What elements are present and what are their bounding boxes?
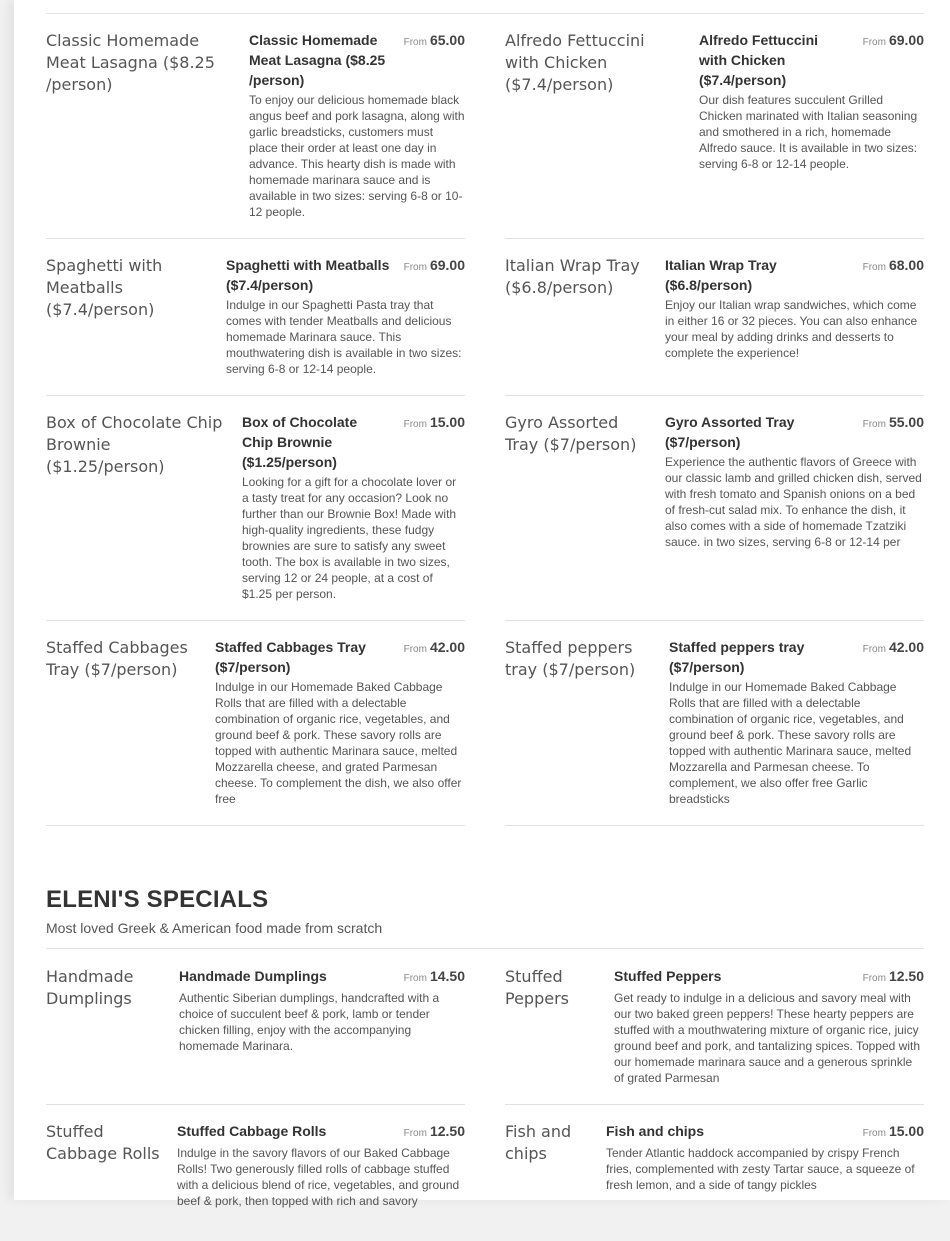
menu-item-title[interactable]: Staffed peppers tray ($7/person) xyxy=(669,639,805,675)
menu-item-image[interactable]: Stuffed Peppers xyxy=(505,967,569,1008)
menu-item-title[interactable]: Stuffed Peppers xyxy=(614,968,722,984)
menu-item-description: Indulge in our Homemade Baked Cabbage Rolls that are filled with a delectable combination of organic rice, vegetables, and ground beef & pork. These savory rolls are topped with authentic Marinara sauce, melted Mozzarella and Parmesan cheese. To complement, we also offer free Garlic breadsticks xyxy=(669,680,912,806)
menu-item-image[interactable]: Handmade Dumplings xyxy=(46,967,134,1008)
price-from-label: From xyxy=(862,973,886,984)
menu-item-description: Our dish features succulent Grilled Chicken marinated with Italian seasoning and smothered in a rich, homemade Alfredo sauce. It is available in two sizes: serving 6-8 or 12-14 people. xyxy=(699,93,918,171)
menu-item-description: Get ready to indulge in a delicious and savory meal with our two baked green peppers! These hearty peppers are stuffed with a mouthwatering mixture of organic rice, juicy ground beef and pork, and tantalizing spices. Topped with our homemade marinara sauce and a generous sprinkle of grated Parmesan xyxy=(614,991,920,1085)
menu-item-price: From 15.00 xyxy=(862,1123,924,1139)
specials-menu-grid xyxy=(46,0,924,1208)
menu-item-image[interactable]: Staffed Cabbages Tray ($7/person) xyxy=(46,638,188,679)
menu-item-title[interactable]: Staffed Cabbages Tray ($7/person) xyxy=(215,639,366,675)
price-from-label: From xyxy=(403,973,427,984)
menu-item-image[interactable]: Alfredo Fettuccini with Chicken ($7.4/person) xyxy=(505,31,645,94)
menu-item-price: From 55.00 xyxy=(862,414,924,430)
menu-item-description: Indulge in the savory flavors of our Baked Cabbage Rolls! Two generously filled rolls of cabbage stuffed with a delicious blend of rice, vegetables, and ground beef & pork, then topped with rich and savory xyxy=(177,1146,460,1208)
menu-item-image[interactable]: Italian Wrap Tray ($6.8/person) xyxy=(505,256,640,297)
menu-item-price: From 42.00 xyxy=(403,639,465,655)
menu-item-image[interactable]: Stuffed Cabbage Rolls xyxy=(46,1122,160,1163)
menu-item-title[interactable]: Handmade Dumplings xyxy=(179,968,327,984)
menu-item-description: Tender Atlantic haddock accompanied by crispy French fries, complemented with zesty Tartar sauce, a squeeze of fresh lemon, and a side of tangy pickles xyxy=(606,1146,915,1192)
menu-item[interactable] xyxy=(46,1121,465,1241)
menu-item-description: Experience the authentic flavors of Greece with our classic lamb and grilled chicken dish, served with fresh tomato and Spanish onions on a bed of fresh-cut salad mix. To enhance the dish, it also comes with a side of homemade Tzatziki sauce. in two sizes, serving 6-8 or 12-14 per xyxy=(665,455,922,549)
section-subtitle: Most loved Greek & American food made from scratch xyxy=(46,920,383,936)
menu-item[interactable] xyxy=(505,1121,924,1241)
price-from-label: From xyxy=(862,1128,886,1139)
menu-item[interactable] xyxy=(505,966,924,1105)
price-from-label: From xyxy=(862,37,886,48)
menu-item-price: From 12.50 xyxy=(403,1123,465,1139)
menu-item-image[interactable]: Spaghetti with Meatballs ($7.4/person) xyxy=(46,256,163,319)
section-title: ELENI'S SPECIALS xyxy=(46,886,269,913)
price-from-label: From xyxy=(403,644,427,655)
menu-item-image[interactable]: Fish and chips xyxy=(505,1122,572,1163)
menu-item-price: From 65.00 xyxy=(403,32,465,48)
menu-item-title[interactable]: Classic Homemade Meat Lasagna ($8.25 /person) xyxy=(249,32,386,88)
menu-item-price: From 14.50 xyxy=(403,968,465,984)
price-from-label: From xyxy=(862,644,886,655)
menu-item-description: Looking for a gift for a chocolate lover or a tasty treat for any occasion? Look no further than our Brownie Box! Made with high-quality ingredients, these fudgy brownies are sure to satisfy any sweet tooth. The box is available in two sizes, serving 12 or 24 people, at a cost of $1.25 per person. xyxy=(242,475,457,601)
menu-page xyxy=(14,0,950,1208)
price-from-label: From xyxy=(403,1128,427,1139)
menu-item-title[interactable]: Box of Chocolate Chip Brownie ($1.25/person) xyxy=(242,414,358,470)
menu-item[interactable] xyxy=(46,966,465,1105)
menu-item-price: From 68.00 xyxy=(862,257,924,273)
menu-item-title[interactable]: Fish and chips xyxy=(606,1123,705,1139)
menu-item-description: Indulge in our Spaghetti Pasta tray that comes with tender Meatballs and delicious homemade Marinara sauce. This mouthwatering dish is available in two sizes: serving 6-8 or 12-14 people. xyxy=(226,298,462,376)
menu-item-price: From 69.00 xyxy=(403,257,465,273)
menu-item-image[interactable]: Staffed peppers tray ($7/person) xyxy=(505,638,636,679)
menu-item-title[interactable]: Stuffed Cabbage Rolls xyxy=(177,1123,327,1139)
menu-item-image[interactable]: Gyro Assorted Tray ($7/person) xyxy=(505,413,637,454)
menu-item-description: To enjoy our delicious homemade black angus beef and pork lasagna, along with garlic breadsticks, customers must place their order at least one day in advance. This hearty dish is made with homemade marinara sauce and is available in two sizes: serving 6-8 or 10-12 people. xyxy=(249,93,465,219)
menu-item-image[interactable]: Box of Chocolate Chip Brownie ($1.25/person) xyxy=(46,413,223,476)
menu-item-price: From 12.50 xyxy=(862,968,924,984)
menu-item-description: Enjoy our Italian wrap sandwiches, which come in either 16 or 32 pieces. You can also enhance your meal by adding drinks and desserts to complete the experience! xyxy=(665,298,918,360)
menu-item-price: From 42.00 xyxy=(862,639,924,655)
menu-item-description: Authentic Siberian dumplings, handcrafted with a choice of succulent beef & pork, lamb or tender chicken filling, enjoy with the accompanying homemade Marinara. xyxy=(179,991,440,1053)
menu-item-title[interactable]: Italian Wrap Tray ($6.8/person) xyxy=(665,257,777,293)
menu-item-price: From 15.00 xyxy=(403,414,465,430)
price-from-label: From xyxy=(862,419,886,430)
price-from-label: From xyxy=(403,419,427,430)
menu-item-title[interactable]: Gyro Assorted Tray ($7/person) xyxy=(665,414,795,450)
menu-item-title[interactable]: Alfredo Fettuccini with Chicken ($7.4/person) xyxy=(699,32,819,88)
menu-item-title[interactable]: Spaghetti with Meatballs ($7.4/person) xyxy=(226,257,390,293)
price-from-label: From xyxy=(862,262,886,273)
menu-item-image[interactable]: Classic Homemade Meat Lasagna ($8.25 /person) xyxy=(46,31,215,94)
menu-item-description: Indulge in our Homemade Baked Cabbage Rolls that are filled with a delectable combination of organic rice, vegetables, and ground beef & pork. These savory rolls are topped with authentic Marinara sauce, melted Mozzarella cheese, and grated Parmesan cheese. To complement the dish, we also offer free xyxy=(215,680,462,806)
menu-item-price: From 69.00 xyxy=(862,32,924,48)
price-from-label: From xyxy=(403,37,427,48)
price-from-label: From xyxy=(403,262,427,273)
